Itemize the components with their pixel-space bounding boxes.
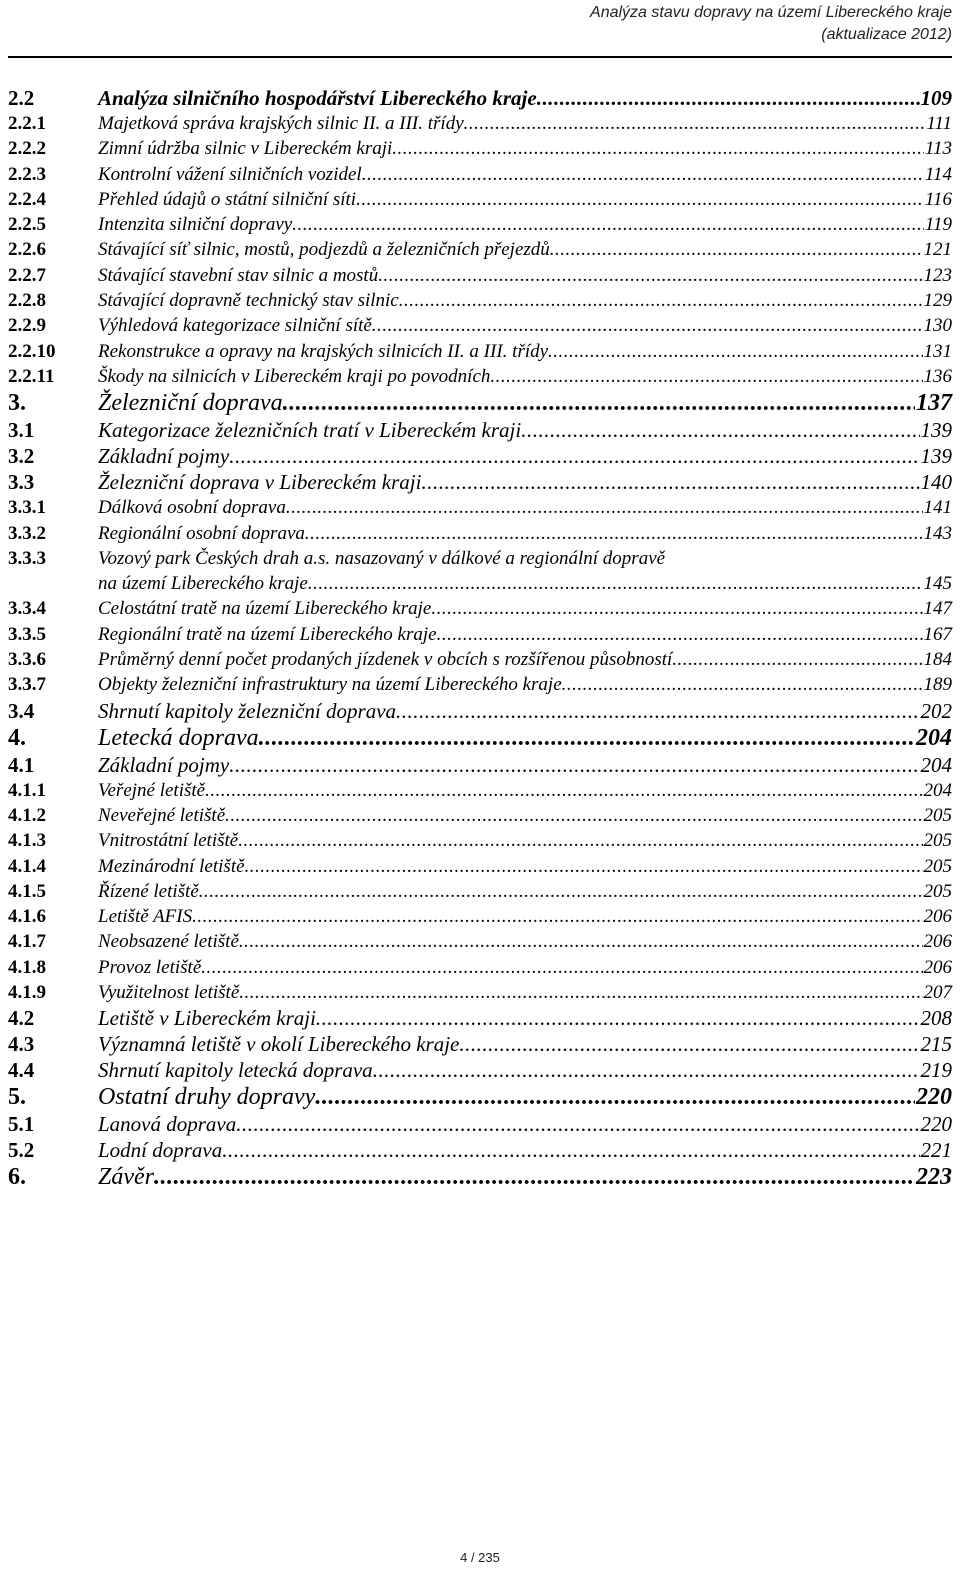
toc-entry[interactable] [8,417,952,443]
toc-dot-leader [548,339,922,364]
toc-entry[interactable] [8,546,952,597]
toc-entry-page: 207 [923,982,952,1004]
toc-entry-number: 4.1.7 [8,931,46,953]
toc-entry[interactable] [8,111,952,136]
toc-entry-title: Základní pojmy [98,752,230,777]
running-header [590,2,952,46]
toc-entry-number: 2.2.8 [8,290,46,312]
toc-entry-title: Ostatní druhy dopravy [98,1084,316,1111]
toc-entry[interactable] [8,752,952,778]
toc-entry-number: 3.2 [8,444,35,469]
toc-entry-number: 4.4 [8,1058,35,1083]
toc-dot-leader [315,1083,915,1111]
toc-entry[interactable] [8,1111,952,1137]
toc-dot-leader [199,879,923,904]
toc-entry-page: 116 [924,188,952,210]
toc-entry-page: 140 [920,470,952,495]
toc-entry-page: 121 [923,239,952,261]
toc-dot-leader [362,162,924,187]
toc-entry-number: 5.1 [8,1112,35,1137]
toc-entry-page: 147 [923,598,952,620]
toc-entry-page: 137 [916,390,952,417]
toc-entry-number: 2.2.6 [8,239,46,261]
toc-dot-leader [672,647,922,672]
toc-entry-title: Shrnutí kapitoly železniční doprava [98,698,397,723]
header-rule [8,56,952,58]
toc-entry-number: 4.1.8 [8,956,46,978]
toc-entry-title: Veřejné letiště [98,779,206,801]
toc-entry-number: 2.2.9 [8,315,46,337]
toc-entry-number: 3.3 [8,470,35,495]
toc-entry[interactable] [8,1083,952,1111]
toc-entry[interactable] [8,495,952,520]
toc-dot-leader [236,1111,919,1137]
toc-entry-page: 206 [923,906,952,928]
toc-entry-number: 2.2.11 [8,365,55,387]
toc-entry-page: 131 [923,340,952,362]
toc-entry-page: 219 [920,1058,952,1083]
toc-entry[interactable] [8,521,952,546]
toc-entry[interactable] [8,212,952,237]
toc-dot-leader [154,1163,915,1191]
toc-entry-page: 202 [920,698,952,723]
toc-entry-title: Majetková správa krajských silnic II. a III. třídy [98,113,464,134]
toc-dot-leader [259,724,915,752]
toc-entry-title: Regionální osobní doprava [98,522,305,544]
toc-entry-page: 206 [923,956,952,978]
toc-dot-leader [239,929,923,954]
toc-entry-title: Lodní doprava [98,1138,223,1163]
toc-entry[interactable] [8,854,952,879]
toc-entry[interactable] [8,622,952,647]
toc-entry-title: Letecká doprava [98,724,259,751]
toc-entry-title: Objekty železniční infrastruktury na území Libereckého kraje [98,674,562,696]
toc-entry-page: 113 [924,138,952,160]
toc-entry-number: 3.3.6 [8,649,46,671]
toc-dot-leader [521,417,919,443]
toc-entry-page: 119 [924,214,952,236]
toc-dot-leader [308,571,923,596]
toc-dot-leader [283,389,915,417]
toc-entry-title: Stávající stavební stav silnic a mostů [98,264,379,286]
toc-entry-number: 4.1.5 [8,880,46,902]
toc-dot-leader [550,237,923,262]
toc-entry-number: 4.1 [8,752,35,777]
toc-dot-leader [225,803,922,828]
toc-entry-page: 204 [920,752,952,777]
toc-entry[interactable] [8,724,952,752]
toc-entry-number: 4.3 [8,1032,35,1057]
toc-entry[interactable] [8,1057,952,1083]
toc-entry-number: 5.2 [8,1138,35,1163]
toc-entry-page: 221 [920,1138,952,1163]
toc-dot-leader [286,495,923,520]
toc-dot-leader [292,212,924,237]
toc-entry-number: 4.1.2 [8,804,46,826]
toc-entry-title: Mezinárodní letiště [98,855,245,877]
toc-dot-leader [421,469,919,495]
toc-entry-number: 2.2.1 [8,113,46,134]
toc-entry-page: 205 [923,804,952,826]
toc-entry-title: Základní pojmy [98,444,230,469]
toc-entry[interactable] [8,980,952,1005]
toc-entry[interactable] [8,263,952,288]
toc-entry-number: 3.1 [8,418,35,443]
toc-entry[interactable] [8,828,952,853]
toc-entry-page: 184 [923,649,952,671]
toc-dot-leader [222,1137,919,1163]
toc-entry-number: 3.3.1 [8,497,46,519]
toc-entry-page: 189 [923,674,952,696]
toc-entry-page: 206 [923,931,952,953]
toc-entry[interactable] [8,672,952,697]
toc-entry-page: 204 [923,779,952,801]
toc-entry-page: 167 [923,623,952,645]
toc-entry-number: 2.2.2 [8,138,46,160]
toc-entry-page: 205 [923,830,952,852]
toc-entry-number: 3. [8,390,26,417]
toc-entry[interactable] [8,647,952,672]
toc-entry[interactable] [8,288,952,313]
toc-entry-page: 220 [920,1112,952,1137]
toc-entry-title: Neveřejné letiště [98,804,226,826]
toc-entry-title: Stávající dopravně technický stav silnic [98,290,399,312]
toc-entry-page: 215 [920,1032,952,1057]
toc-entry-title: Železniční doprava [98,390,283,417]
toc-entry[interactable] [8,237,952,262]
toc-entry-number: 4.1.3 [8,830,46,852]
toc-dot-leader [373,1057,920,1083]
toc-entry-title: Stávající síť silnic, mostů, podjezdů a železničních přejezdů [98,239,550,261]
toc-dot-leader [459,1031,919,1057]
toc-dot-leader [437,622,923,647]
toc-entry-page: 205 [923,880,952,902]
toc-entry-number: 2.2.5 [8,214,46,236]
toc-entry[interactable] [8,187,952,212]
toc-entry-number: 4. [8,724,26,751]
toc-dot-leader [396,698,919,724]
toc-entry-page: 143 [923,522,952,544]
toc-entry-page: 204 [916,724,952,751]
toc-entry-page: 129 [923,290,952,312]
toc-entry-number: 4.1.1 [8,779,46,801]
toc-entry-title: Intenzita silniční dopravy [98,214,293,236]
toc-dot-leader [229,443,919,469]
toc-entry-page: 145 [923,573,952,595]
toc-entry-page: 139 [920,444,952,469]
toc-dot-leader [490,364,922,389]
toc-dot-leader [192,904,922,929]
toc-entry-title: Kontrolní vážení silničních vozidel [98,163,362,185]
toc-entry-number: 3.3.2 [8,522,46,544]
header-subtitle: (aktualizace 2012) [821,26,952,43]
toc-entry-page: 220 [916,1084,952,1111]
toc-entry-page: 208 [920,1006,952,1031]
toc-entry-number: 4.1.9 [8,982,46,1004]
table-of-contents [8,85,952,1191]
toc-dot-leader [537,85,920,111]
toc-entry-page: 223 [916,1164,952,1191]
toc-entry-title: Závěr [98,1164,154,1191]
toc-entry-page: 139 [920,418,952,443]
toc-entry[interactable] [8,929,952,954]
toc-entry-title: Letiště v Libereckém kraji [98,1006,316,1031]
toc-dot-leader [562,672,923,697]
toc-entry[interactable] [8,955,952,980]
toc-dot-leader [431,596,922,621]
toc-entry-title: Vozový park Českých drah a.s. nasazovaný v dálkové a regionální dopravě [98,547,666,569]
toc-entry-title: Neobsazené letiště [98,931,239,953]
toc-dot-leader [305,521,923,546]
toc-entry-page: 130 [923,315,952,337]
toc-entry-number: 3.3.3 [8,547,46,569]
toc-entry[interactable] [8,596,952,621]
toc-entry-number: 2.2.10 [8,340,56,362]
toc-dot-leader [372,313,923,338]
toc-entry-number: 2.2.4 [8,188,46,210]
toc-entry-title: Výhledová kategorizace silniční sítě [98,315,372,337]
toc-entry-title: Železniční doprava v Libereckém kraji [98,470,422,495]
toc-entry[interactable] [8,85,952,111]
toc-entry-title: Analýza silničního hospodářství Libereckého kraje [98,86,537,110]
toc-entry-page: 123 [923,264,952,286]
toc-entry[interactable] [8,389,952,417]
toc-entry[interactable] [8,1005,952,1031]
toc-dot-leader [464,111,926,136]
toc-entry[interactable] [8,803,952,828]
toc-dot-leader [245,854,923,879]
toc-dot-leader [392,136,924,161]
toc-entry-title: Regionální tratě na území Libereckého kraje [98,623,437,645]
toc-entry-title: Významná letiště v okolí Libereckého kraje [98,1032,460,1057]
toc-entry-title: Letiště AFIS [98,906,193,928]
toc-entry-page: 111 [926,113,952,134]
toc-dot-leader [378,263,922,288]
toc-entry-title: Rekonstrukce a opravy na krajských silnicích II. a III. třídy [98,340,549,362]
toc-entry-title: Dálková osobní doprava [98,497,286,519]
toc-entry[interactable] [8,364,952,389]
toc-entry[interactable] [8,904,952,929]
toc-entry-number: 3.3.7 [8,674,46,696]
page-number: 4 / 235 [460,1550,500,1565]
toc-entry[interactable] [8,879,952,904]
toc-entry-number: 3.4 [8,698,35,723]
toc-entry-title: na území Libereckého kraje [98,573,308,595]
toc-entry[interactable] [8,778,952,803]
toc-entry-number: 6. [8,1164,26,1191]
toc-entry-number: 3.3.5 [8,623,46,645]
toc-entry[interactable] [8,1031,952,1057]
toc-entry-page: 141 [923,497,952,519]
toc-entry-number: 3.3.4 [8,598,46,620]
toc-entry-title: Přehled údajů o státní silniční síti [98,188,357,210]
toc-entry-title: Shrnutí kapitoly letecká doprava [98,1058,373,1083]
toc-entry-title: Vnitrostátní letiště [98,830,239,852]
toc-dot-leader [399,288,923,313]
toc-entry-title: Provoz letiště [98,956,202,978]
toc-entry-title: Celostátní tratě na území Libereckého kraje [98,598,432,620]
toc-entry[interactable] [8,698,952,724]
toc-entry-title: Kategorizace železničních tratí v Libereckém kraji [98,418,522,443]
header-title: Analýza stavu dopravy na území Libereckého kraje [590,4,952,21]
toc-entry[interactable] [8,443,952,469]
toc-dot-leader [201,955,922,980]
toc-entry-title: Škody na silnicích v Libereckém kraji po povodních [98,365,491,387]
toc-entry-title: Zimní údržba silnic v Libereckém kraji [98,138,393,160]
toc-entry-number: 4.1.6 [8,906,46,928]
toc-entry[interactable] [8,162,952,187]
toc-entry[interactable] [8,1163,952,1191]
toc-dot-leader [239,980,922,1005]
toc-entry-title: Využitelnost letiště [98,982,240,1004]
toc-entry-number: 2.2.3 [8,163,46,185]
toc-entry[interactable] [8,469,952,495]
toc-entry-page: 109 [920,86,952,110]
toc-entry-page: 136 [923,365,952,387]
toc-entry-number: 2.2 [8,86,35,110]
toc-dot-leader [238,828,922,853]
toc-entry-title: Průměrný denní počet prodaných jízdenek v obcích s rozšířenou působností [98,649,673,671]
toc-entry-number: 4.2 [8,1006,35,1031]
toc-dot-leader [205,778,922,803]
toc-dot-leader [316,1005,920,1031]
toc-entry-title: Řízené letiště [98,880,199,902]
toc-entry[interactable] [8,136,952,161]
toc-entry-number: 5. [8,1084,26,1111]
toc-entry[interactable] [8,1137,952,1163]
toc-entry[interactable] [8,339,952,364]
toc-dot-leader [356,187,924,212]
toc-entry-number: 2.2.7 [8,264,46,286]
toc-dot-leader [229,752,919,778]
toc-entry-page: 205 [923,855,952,877]
toc-entry-title: Lanová doprava [98,1112,237,1137]
toc-entry-number: 4.1.4 [8,855,46,877]
toc-entry-page: 114 [924,163,952,185]
toc-entry[interactable] [8,313,952,338]
